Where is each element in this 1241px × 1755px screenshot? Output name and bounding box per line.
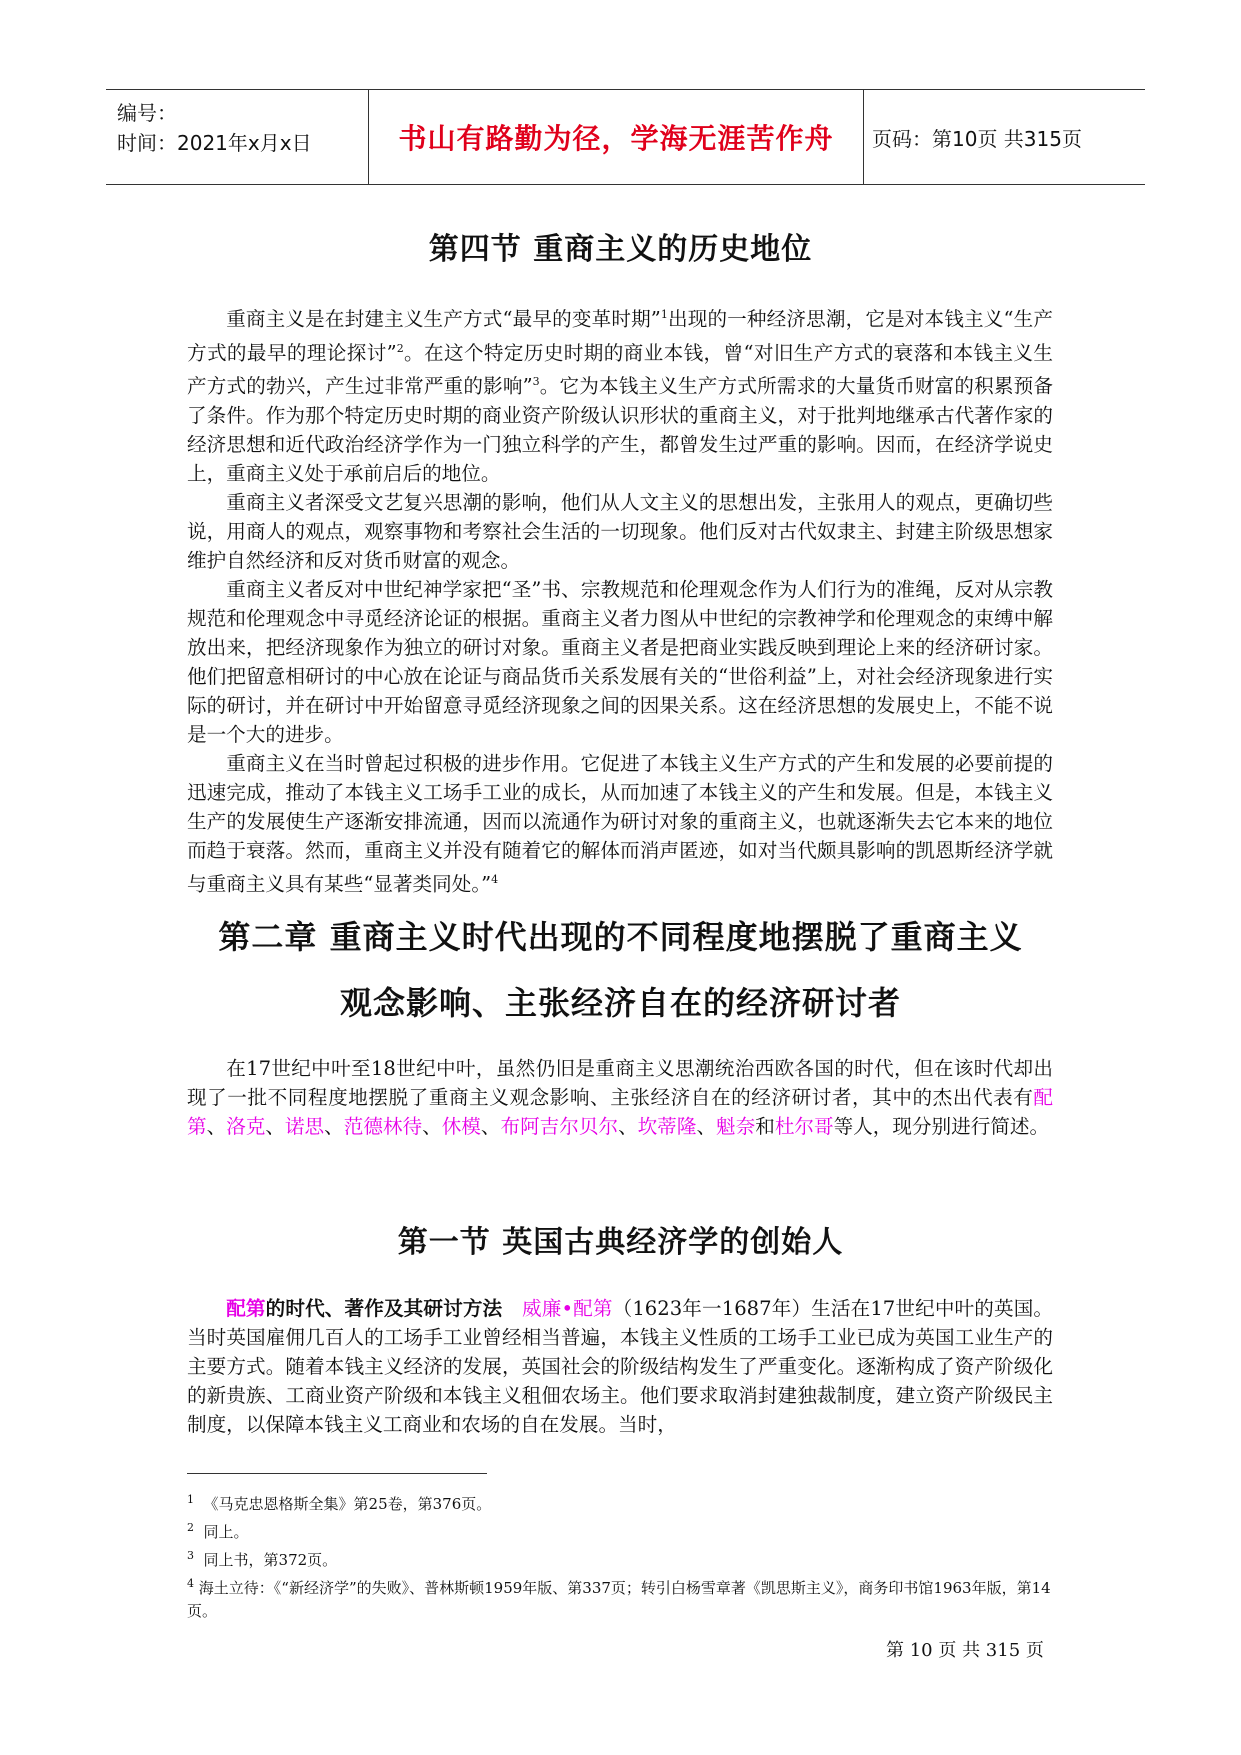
- name-link[interactable]: 配第: [187, 1086, 1053, 1138]
- chapter2-title-line2: 观念影响、主张经济自在的经济研讨者: [339, 984, 901, 1022]
- lead-name-link[interactable]: 配第: [226, 1297, 266, 1320]
- name-link[interactable]: 魁奈: [716, 1115, 756, 1138]
- paragraph: 在17世纪中叶至18世纪中叶，虽然仍旧是重商主义思潮统治西欧各国的时代，但在该时代却出现了一批不同程度地摆脱了重商主义观念影响、主张经济自在的经济研讨者，其中的杰出代表有配第、洛克、诺思、范德林待、休模、布阿吉尔贝尔、坎蒂隆、魁奈和杜尔哥等人，现分别进行简述。: [187, 1057, 1053, 1138]
- section4-title: 第四节 重商主义的历史地位: [428, 232, 813, 267]
- footnote: $^2$ 同上。: [187, 1521, 249, 1541]
- footnote: $^1$ 《马克忠恩格斯全集》第25卷，第376页。: [187, 1493, 492, 1513]
- person-link[interactable]: 威廉•配第: [522, 1297, 613, 1320]
- section1-title: 第一节 英国古典经济学的创始人: [397, 1225, 844, 1260]
- page-label: 页码：第10页 共315页: [872, 126, 1082, 151]
- chapter2-title-line1: 第二章 重商主义时代出现的不同程度地摆脱了重商主义: [218, 918, 1023, 956]
- chapter2-intro: [187, 1054, 1053, 1141]
- name-link[interactable]: 布阿吉尔贝尔: [500, 1115, 619, 1138]
- time-label: 时间：2021年x月x日: [117, 131, 312, 155]
- paragraph: 重商主义是在封建主义生产方式“最早的变革时期”$^1$出现的一种经济思潮，它是对本钱主义“生产方式的最早的理论探讨”$^2$。在这个特定历史时期的商业本钱，曾“对旧生产方式的衰落和本钱主义生产方式的勃兴，产生过非常严重的影响”$^3$。它为本钱主义生产方式所需求的大量货币财富的积累预备了条件。作为那个特定历史时期的商业资产阶级认识形状的重商主义，对于批判地继承古代著作家的经济思想和近代政治经济学作为一门独立科学的产生，都曾发生过严重的影响。因而，在经济学说史上，重商主义处于承前启后的地位。: [187, 307, 1053, 485]
- section1-body: [187, 1294, 1053, 1439]
- name-link[interactable]: 洛克: [226, 1115, 266, 1138]
- footnotes: [187, 1488, 1053, 1623]
- name-link[interactable]: 坎蒂隆: [637, 1115, 697, 1138]
- footnote-ref: 3: [532, 375, 540, 389]
- page-footer: 第 10 页 共 315 页: [886, 1640, 1044, 1661]
- header-motto-cell: [368, 90, 864, 184]
- name-link[interactable]: 休模: [441, 1115, 481, 1138]
- footnote: $^4$ 海土立待：《“新经济学”的失败》、普林斯顿1959年版、第337页；转引白杨雪章著《凯思斯主义》，商务印书馆1963年版，第14页。: [187, 1577, 1051, 1620]
- number-label: 编号：: [117, 101, 177, 125]
- header-meta: [117, 98, 312, 158]
- paragraph: 重商主义者反对中世纪神学家把“圣”书、宗教规范和伦理观念作为人们行为的准绳，反对从宗教规范和伦理观念中寻觅经济论证的根据。重商主义者力图从中世纪的宗教神学和伦理观念的束缚中解放出来，把经济现象作为独立的研讨对象。重商主义者是把商业实践反映到理论上来的经济研讨家。他们把留意相研讨的中心放在论证与商品货币关系发展有关的“世俗利益”上，对社会经济现象进行实际的研讨，并在研讨中开始留意寻觅经济现象之间的因果关系。这在经济思想的发展史上，不能不说是一个大的进步。: [187, 577, 1053, 746]
- paragraph: 重商主义在当时曾起过积极的进步作用。它促进了本钱主义生产方式的产生和发展的必要前提的迅速完成，推动了本钱主义工场手工业的成长，从而加速了本钱主义的产生和发展。但是，本钱主义生产的发展使生产逐渐安排流通，因而以流通作为研讨对象的重商主义，也就逐渐失去它本来的地位而趋于衰落。然而，重商主义并没有随着它的解体而消声匿迹，如对当代颇具影响的凯恩斯经济学就与重商主义具有某些“显著类同处。”$^4$: [187, 751, 1053, 896]
- motto: 书山有路勤为径，学海无涯苦作舟: [398, 122, 834, 155]
- footnote-ref: 1: [660, 308, 668, 321]
- paragraph: 重商主义者深受文艺复兴思潮的影响，他们从人文主义的思想出发，主张用人的观点，更确切些说，用商人的观点，观察事物和考察社会生活的一切现象。他们反对古代奴隶主、封建主阶级思想家维护自然经济和反对货币财富的观念。: [187, 490, 1053, 572]
- name-link[interactable]: 杜尔哥: [774, 1115, 834, 1138]
- section4-body: [187, 300, 1053, 898]
- page-header: [106, 89, 1145, 185]
- name-link[interactable]: 诺思: [284, 1115, 325, 1138]
- footnote-ref: 2: [396, 341, 404, 355]
- footnote: $^3$ 同上书，第372页。: [187, 1549, 338, 1569]
- name-link[interactable]: 范德林待: [343, 1115, 423, 1138]
- paragraph: 配第的时代、著作及其研讨方法 威廉•配第（1623年一1687年）生活在17世纪中叶的英国。当时英国雇佣几百人的工场手工业曾经相当普遍，本钱主义性质的工场手工业已成为英国工业生产的主要方式。随着本钱主义经济的发展，英国社会的阶级结构发生了严重变化。逐渐构成了资产阶级化的新贵族、工商业资产阶级和本钱主义租佃农场主。他们要求取消封建独裁制度，建立资产阶级民主制度，以保障本钱主义工商业和农场的自在发展。当时，: [187, 1297, 1054, 1436]
- footnote-ref: 4: [491, 872, 499, 886]
- footnote-divider: [187, 1473, 487, 1474]
